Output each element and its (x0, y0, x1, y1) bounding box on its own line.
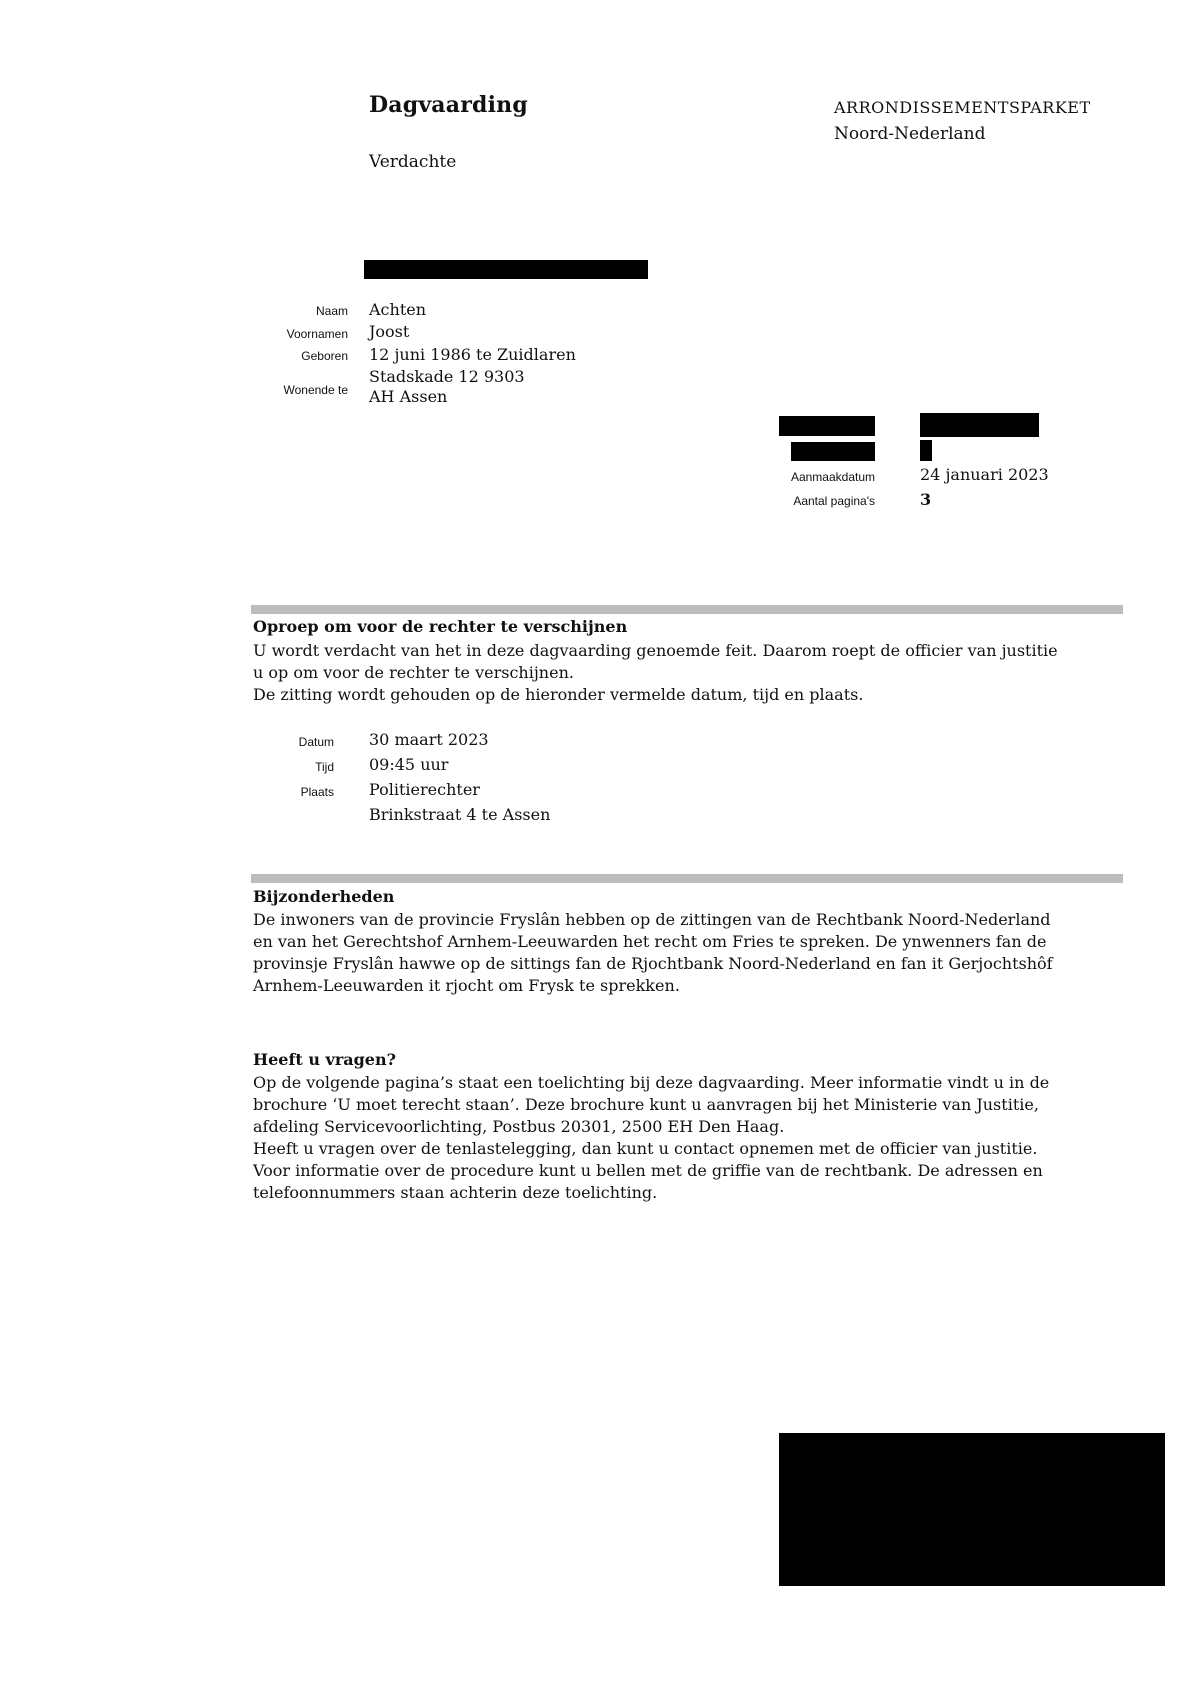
vragen-paragraph (253, 1072, 1123, 1204)
geboren-label: Geboren (301, 349, 348, 363)
redaction-block-address (364, 260, 648, 279)
summons-line: De zitting wordt gehouden op de hieronder vermelde datum, tijd en plaats. (253, 685, 864, 704)
vragen-line: brochure ‘U moet terecht staan’. Deze brochure kunt u aanvragen bij het Ministerie van Justitie, (253, 1095, 1039, 1114)
summons-paragraph (253, 640, 1123, 706)
redaction-block-value-1 (920, 413, 1039, 437)
vragen-line: telefoonnummers staan achterin deze toelichting. (253, 1183, 658, 1202)
vragen-line: Voor informatie over de procedure kunt u bellen met de griffie van de rechtbank. De adressen en (253, 1161, 1043, 1180)
wonende-line2: AH Assen (369, 387, 448, 406)
datum-label: Datum (298, 735, 334, 749)
section-divider-oproep (251, 605, 1123, 614)
paginas-label: Aantal pagina's (793, 494, 875, 508)
bijzonderheden-paragraph (253, 909, 1123, 997)
organization-name: ARRONDISSEMENTSPARKET (834, 98, 1091, 117)
bijzonderheden-line: Arnhem-Leeuwarden it rjocht om Frysk te sprekken. (253, 976, 680, 995)
document-subtitle: Verdachte (369, 152, 457, 172)
summons-line: U wordt verdacht van het in deze dagvaarding genoemde feit. Daarom roept de officier van justitie (253, 641, 1058, 660)
plaats-label: Plaats (300, 785, 334, 799)
plaats-line2: Brinkstraat 4 te Assen (369, 805, 551, 824)
wonende-label: Wonende te (283, 383, 348, 397)
section-divider-bijzonderheden (251, 874, 1123, 883)
wonende-line1: Stadskade 12 9303 (369, 367, 525, 386)
naam-label: Naam (315, 304, 348, 318)
redaction-block-footer (779, 1433, 1165, 1586)
tijd-label: Tijd (315, 760, 334, 774)
redaction-block-label-2 (791, 442, 875, 461)
geboren-value: 12 juni 1986 te Zuidlaren (369, 345, 576, 364)
bijzonderheden-line: en van het Gerechtshof Arnhem-Leeuwarden het recht om Fries te spreken. De ynwenners fan de (253, 932, 1047, 951)
vragen-line: Op de volgende pagina’s staat een toelichting bij deze dagvaarding. Meer informatie vindt u in de (253, 1073, 1050, 1092)
organization-region: Noord-Nederland (834, 124, 986, 144)
vragen-line: Heeft u vragen over de tenlastelegging, dan kunt u contact opnemen met de officier van justitie. (253, 1139, 1038, 1158)
section-heading-bijzonderheden: Bijzonderheden (253, 887, 395, 906)
plaats-line1: Politierechter (369, 780, 480, 799)
bijzonderheden-line: De inwoners van de provincie Fryslân hebben op de zittingen van de Rechtbank Noord-Nederland (253, 910, 1051, 929)
summons-line: u op om voor de rechter te verschijnen. (253, 663, 574, 682)
datum-value: 30 maart 2023 (369, 730, 489, 749)
voornamen-label: Voornamen (286, 327, 348, 341)
section-heading-oproep: Oproep om voor de rechter te verschijnen (253, 617, 628, 636)
redaction-block-label-1 (779, 416, 875, 436)
aanmaakdatum-value: 24 januari 2023 (920, 465, 1049, 484)
tijd-value: 09:45 uur (369, 755, 449, 774)
document-title: Dagvaarding (369, 92, 528, 118)
bijzonderheden-line: provinsje Fryslân hawwe op de sittings fan de Rjochtbank Noord-Nederland en fan it Gerjochtshôf (253, 954, 1053, 973)
section-heading-vragen: Heeft u vragen? (253, 1050, 396, 1069)
redaction-block-value-2 (920, 440, 932, 461)
vragen-line: afdeling Servicevoorlichting, Postbus 20301, 2500 EH Den Haag. (253, 1117, 785, 1136)
aanmaakdatum-label: Aanmaakdatum (790, 470, 875, 484)
naam-value: Achten (369, 300, 427, 319)
paginas-value: 3 (920, 490, 932, 509)
voornamen-value: Joost (369, 322, 410, 341)
